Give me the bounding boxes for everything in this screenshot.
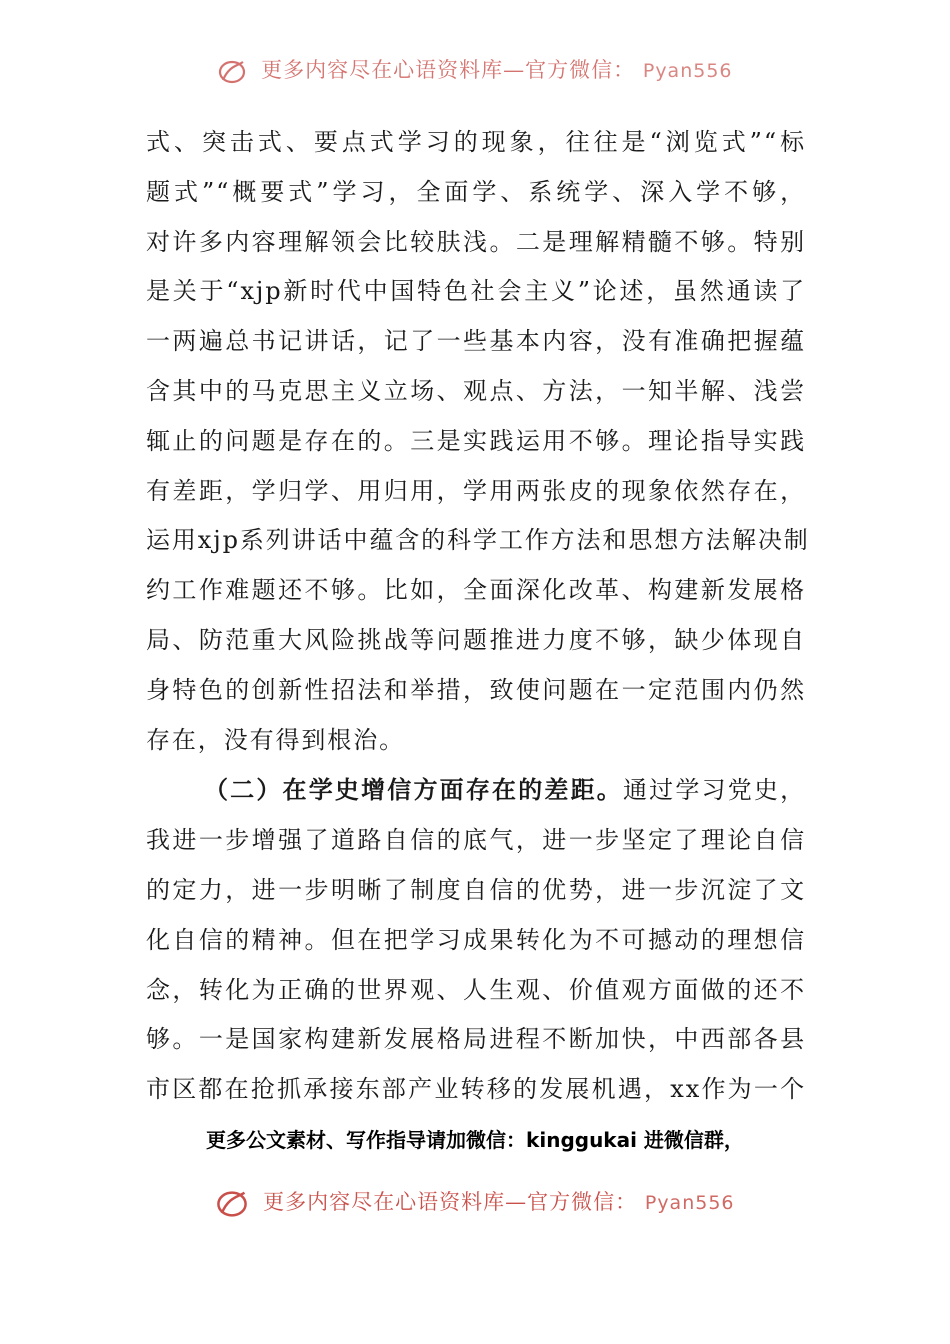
watermark-brand: Pyan556	[644, 1192, 735, 1214]
text-line: 一两遍总书记讲话，记了一些基本内容，没有准确把握蕴	[146, 327, 806, 356]
section-heading: （二）在学史增信方面存在的差距。	[204, 775, 623, 805]
text-line: 对许多内容理解领会比较肤浅。二是理解精髓不够。特别	[146, 227, 806, 256]
watermark-brand: Pyan556	[642, 60, 733, 82]
document-body	[146, 118, 810, 1115]
watermark-text: 更多内容尽在心语资料库—官方微信：	[261, 58, 636, 82]
watermark-bottom	[0, 1186, 950, 1220]
text-line: 存在，没有得到根治。	[146, 725, 405, 754]
text-line: 约工作难题还不够。比如，全面深化改革、构建新发展格	[146, 576, 806, 605]
text-line: 局、防范重大风险挑战等问题推进力度不够，缺少体现自	[146, 625, 806, 654]
text-line: 够。一是国家构建新发展格局进程不断加快，中西部各县	[146, 1025, 806, 1054]
text-line: 我进一步增强了道路自信的底气，进一步坚定了理论自信	[146, 826, 806, 855]
section-heading-line	[146, 765, 806, 816]
watermark-text: 更多内容尽在心语资料库—官方微信：	[263, 1190, 638, 1214]
text-line: 是关于“xjp新时代中国特色社会主义”论述，虽然通读了	[146, 277, 806, 306]
footer-note: 更多公文素材、写作指导请加微信：kinggukai 进微信群，	[206, 1128, 744, 1152]
text-line: 式、突击式、要点式学习的现象，往往是“浏览式”“标	[146, 128, 806, 156]
text-line: 题式”“概要式”学习，全面学、系统学、深入学不够，	[146, 177, 806, 206]
text-line: 市区都在抢抓承接东部产业转移的发展机遇，xx作为一个	[146, 1075, 806, 1104]
text-line: 有差距，学归学、用归用，学用两张皮的现象依然存在，	[146, 476, 806, 505]
text-line: 运用xjp系列讲话中蕴含的科学工作方法和思想方法解决制	[146, 526, 810, 555]
text-line: 通过学习党史，	[622, 776, 806, 805]
swirl-logo-icon	[215, 1188, 249, 1220]
text-line: 身特色的创新性招法和举措，致使问题在一定范围内仍然	[146, 675, 806, 704]
text-line: 含其中的马克思主义立场、观点、方法，一知半解、浅尝	[146, 376, 806, 405]
text-line: 化自信的精神。但在把学习成果转化为不可撼动的理想信	[146, 925, 806, 954]
swirl-logo-icon	[217, 58, 247, 86]
text-line: 念，转化为正确的世界观、人生观、价值观方面做的还不	[146, 975, 806, 1004]
text-line: 的定力，进一步明晰了制度自信的优势，进一步沉淀了文	[146, 875, 806, 904]
watermark-top	[0, 54, 950, 86]
text-line: 辄止的问题是存在的。三是实践运用不够。理论指导实践	[146, 426, 806, 455]
